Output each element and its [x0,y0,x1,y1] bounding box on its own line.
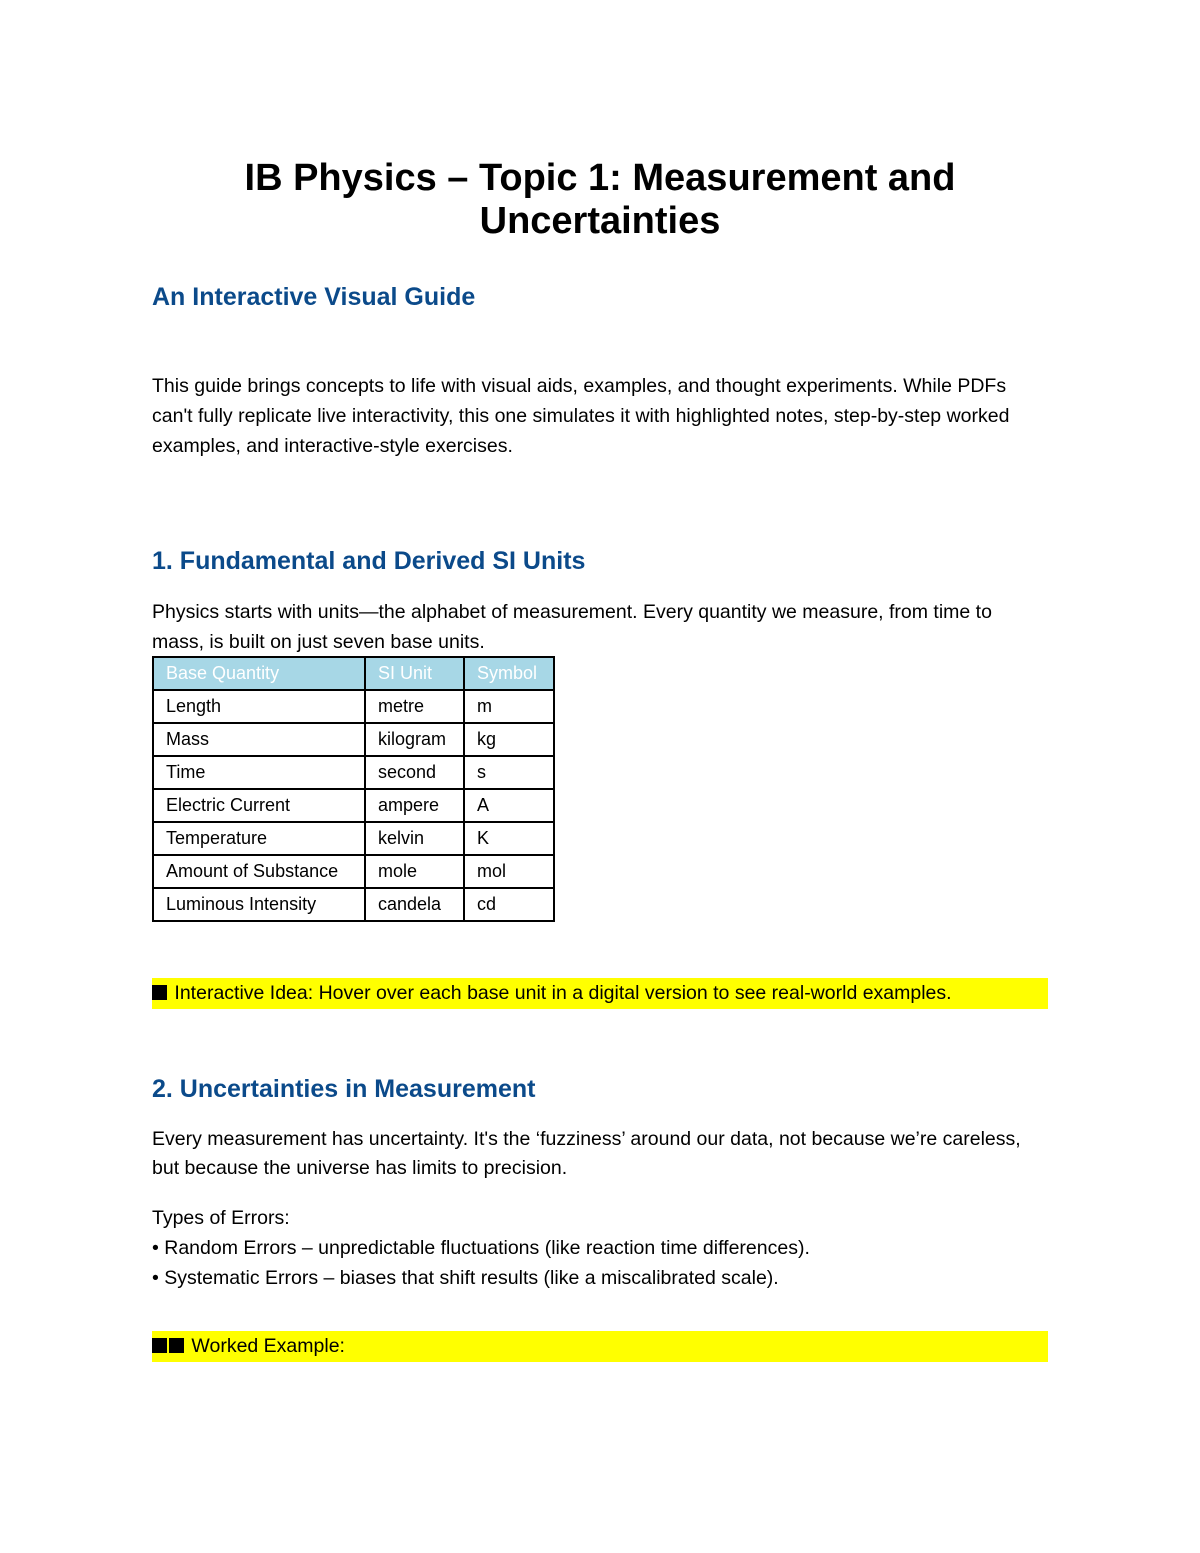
section-2-paragraph: Every measurement has uncertainty. It's the ‘fuzziness’ around our data, not because we’re careless, but because the universe has limits to precision. [152,1128,1021,1179]
table-header-row [153,657,554,690]
callout-text: Interactive Idea: Hover over each base unit in a digital version to see real-world examples. [174,982,952,1004]
table-cell: Electric Current [153,789,365,822]
square-bullet-icon [152,1338,167,1353]
table-cell: metre [365,690,464,723]
square-bullet-icon [152,985,167,1000]
page-subtitle: An Interactive Visual Guide [152,283,476,311]
section-2-heading: 2. Uncertainties in Measurement [152,1075,536,1103]
worked-example-callout [152,1331,1048,1362]
page-title: IB Physics – Topic 1: Measurement and Uncertainties [244,157,956,242]
table-cell: second [365,756,464,789]
table-cell: candela [365,888,464,921]
table-cell: Luminous Intensity [153,888,365,921]
table-cell: m [464,690,554,723]
list-item-systematic-errors: • Systematic Errors – biases that shift results (like a miscalibrated scale). [152,1267,779,1289]
section-1-paragraph: Physics starts with units—the alphabet of measurement. Every quantity we measure, from time to mass, is built on just seven base units. [152,601,992,653]
header-si-unit: SI Unit [365,657,464,690]
table-cell: Time [153,756,365,789]
interactive-idea-callout [152,978,1048,1009]
table-cell: kelvin [365,822,464,855]
header-base-quantity: Base Quantity [153,657,365,690]
table-cell: s [464,756,554,789]
square-bullet-icon [169,1338,184,1353]
callout-text: Worked Example: [191,1335,345,1357]
table-cell: A [464,789,554,822]
table-cell: mol [464,855,554,888]
list-item-random-errors: • Random Errors – unpredictable fluctuations (like reaction time differences). [152,1237,810,1259]
table-cell: Temperature [153,822,365,855]
table-cell: K [464,822,554,855]
si-units-table [152,656,555,922]
errors-label: Types of Errors: [152,1207,290,1229]
section-1-heading: 1. Fundamental and Derived SI Units [152,547,586,575]
table-row [153,756,554,789]
table-cell: Length [153,690,365,723]
table-cell: Mass [153,723,365,756]
table-row [153,789,554,822]
table-row [153,822,554,855]
table-row [153,690,554,723]
table-cell: ampere [365,789,464,822]
table-row [153,723,554,756]
intro-paragraph: This guide brings concepts to life with visual aids, examples, and thought experiments. While PDFs can't fully replicate live interactivity, this one simulates it with highlighted notes, step-by-step worked examples, and interactive-style exercises. [152,375,1010,457]
table-row [153,855,554,888]
table-cell: Amount of Substance [153,855,365,888]
table-cell: mole [365,855,464,888]
table-cell: kg [464,723,554,756]
table-row [153,888,554,921]
header-symbol: Symbol [464,657,554,690]
table-cell: kilogram [365,723,464,756]
table-cell: cd [464,888,554,921]
